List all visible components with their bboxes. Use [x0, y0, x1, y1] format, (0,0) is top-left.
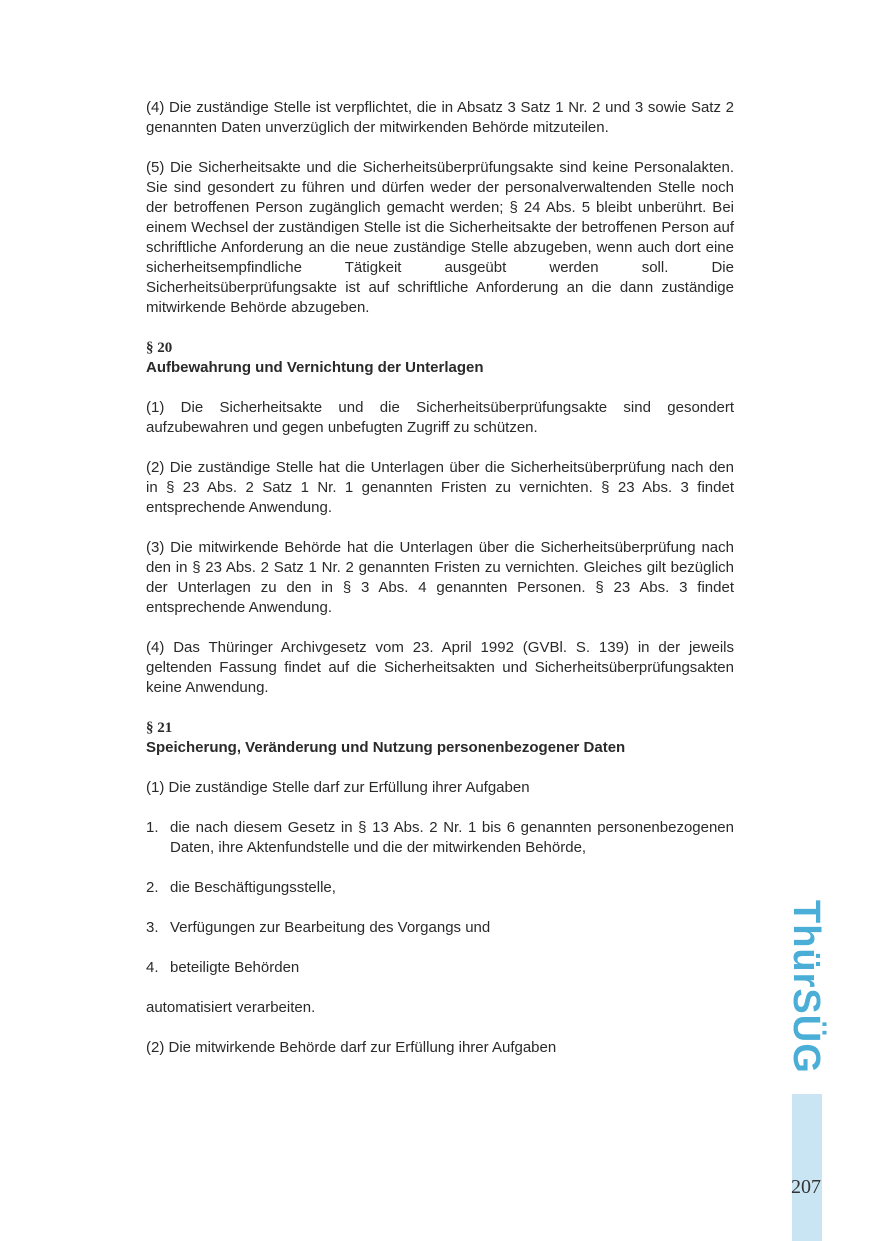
section-20-title: Aufbewahrung und Vernichtung der Unterlagen — [146, 359, 484, 376]
paragraph-20-1: (1) Die Sicherheitsakte und die Sicherheitsüberprüfungsakte sind gesondert aufzubewahren und gegen unbefugten Zugriff zu schützen. — [146, 399, 734, 436]
paragraph-20-4: (4) Das Thüringer Archivgesetz vom 23. April 1992 (GVBl. S. 139) in der jeweils geltenden Fassung findet auf die Sicherheitsakten und Sicherheitsüberprüfungsakten keine Anwendung. — [146, 639, 734, 696]
paragraph-20-2: (2) Die zuständige Stelle hat die Unterlagen über die Sicherheitsüberprüfung nach den in § 23 Abs. 2 Satz 1 Nr. 1 genannten Fristen zu vernichten. § 23 Abs. 3 findet entsprechende Anwendung. — [146, 459, 734, 516]
list-item — [146, 878, 734, 898]
list-item — [146, 958, 734, 978]
section-20-heading — [146, 338, 734, 378]
list-item-number: 3. — [146, 919, 159, 936]
list-item-text: Verfügungen zur Bearbeitung des Vorgangs und — [170, 919, 491, 936]
paragraph-21-after-list: automatisiert verarbeiten. — [146, 999, 316, 1016]
list-item-number: 4. — [146, 959, 159, 976]
paragraph-19-4: (4) Die zuständige Stelle ist verpflichtet, die in Absatz 3 Satz 1 Nr. 2 und 3 sowie Satz 2 genannten Daten unverzüglich der mitwirkenden Behörde mitzuteilen. — [146, 99, 734, 136]
list-item-text: die nach diesem Gesetz in § 13 Abs. 2 Nr. 1 bis 6 genannten personenbezogenen Daten, ihre Aktenfundstelle und die der mitwirkenden Behörde, — [170, 819, 734, 856]
list-item-text: beteiligte Behörden — [170, 959, 300, 976]
section-21-heading — [146, 718, 734, 758]
list-item — [146, 918, 734, 938]
paragraph-21-1: (1) Die zuständige Stelle darf zur Erfüllung ihrer Aufgaben — [146, 779, 530, 796]
list-item-text: die Beschäftigungsstelle, — [170, 879, 336, 896]
list-item-number: 2. — [146, 879, 159, 896]
section-20-number: § 20 — [146, 340, 173, 356]
page-body — [146, 98, 734, 1058]
page-number: 207 — [791, 1176, 821, 1198]
list-item — [146, 818, 734, 858]
list-item-number: 1. — [146, 819, 159, 836]
side-bar — [792, 1094, 822, 1241]
section-21-title: Speicherung, Veränderung und Nutzung personenbezogener Daten — [146, 739, 626, 756]
side-title: ThürSÜG — [785, 900, 827, 1074]
paragraph-21-2: (2) Die mitwirkende Behörde darf zur Erfüllung ihrer Aufgaben — [146, 1039, 557, 1056]
paragraph-20-3: (3) Die mitwirkende Behörde hat die Unterlagen über die Sicherheitsüberprüfung nach den in § 23 Abs. 2 Satz 1 Nr. 2 genannten Fristen zu vernichten. Gleiches gilt bezüglich der Unterlagen zu den in § 3 Abs. 4 genannten Personen. § 23 Abs. 3 findet entsprechende Anwendung. — [146, 539, 734, 616]
section-21-number: § 21 — [146, 720, 173, 736]
paragraph-19-5: (5) Die Sicherheitsakte und die Sicherheitsüberprüfungsakte sind keine Personalakten. Sie sind gesondert zu führen und dürfen weder der personalverwaltenden Stelle noch der betroffenen Person zugänglich gemacht werden; § 24 Abs. 5 bleibt unberührt. Bei einem Wechsel der zuständigen Stelle ist die Sicherheitsakte der betroffenen Person auf schriftliche Anforderung an die neue zuständige Stelle abzugeben, wenn auch dort eine sicherheitsempfindliche Tätigkeit ausgeübt werden soll. Die Sicherheitsüberprüfungsakte ist auf schriftliche Anforderung an die dann zuständige mitwirkende Behörde abzugeben. — [146, 159, 734, 316]
